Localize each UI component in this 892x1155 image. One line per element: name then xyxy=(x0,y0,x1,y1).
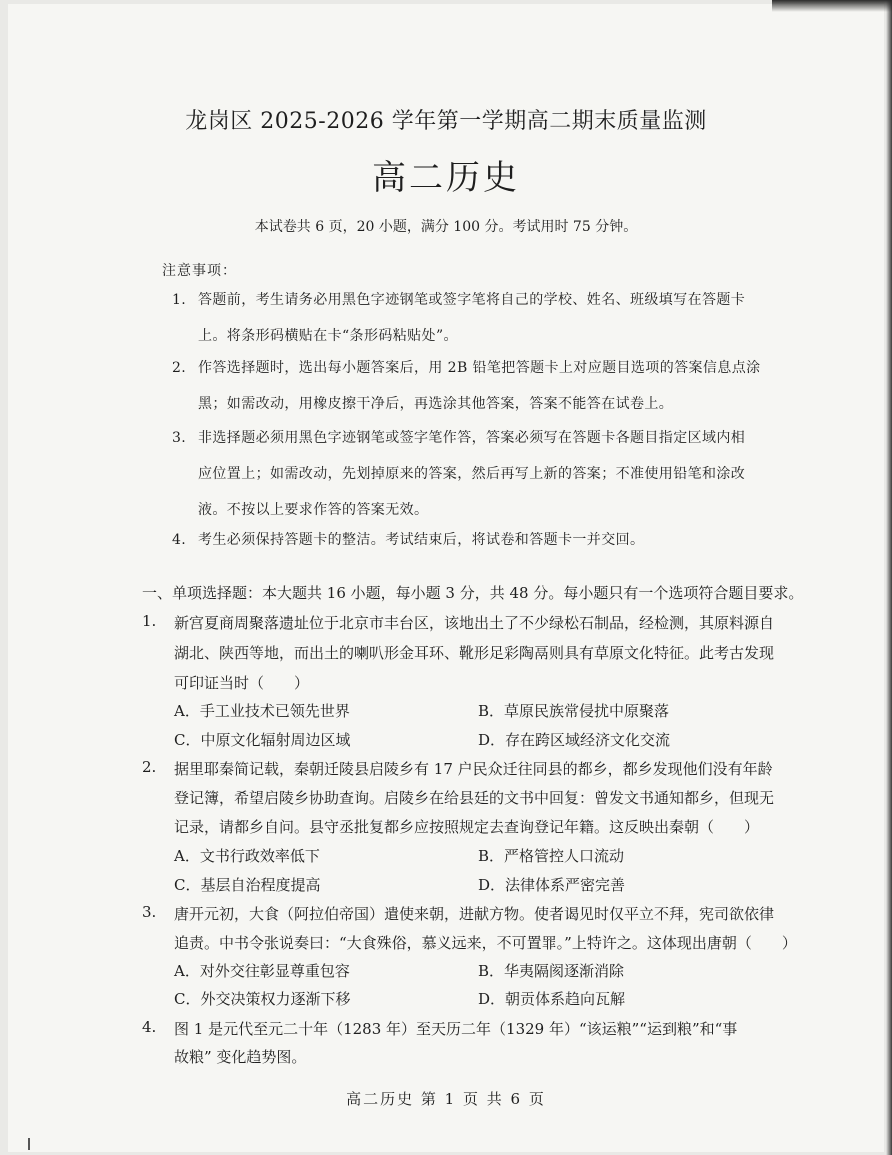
note-number: 3. xyxy=(172,430,187,446)
question-number: 3. xyxy=(142,903,157,921)
question-number: 1. xyxy=(142,612,157,630)
note-text-cont: 应位置上；如需改动，先划掉原来的答案，然后再写上新的答案；不准使用铅笔和涂改 xyxy=(198,466,746,482)
exam-main-heading: 龙岗区 2025-2026 学年第一学期高二期末质量监测 xyxy=(185,109,707,134)
option-d: D．法律体系严密完善 xyxy=(478,876,626,894)
question-text: 故粮” 变化趋势图。 xyxy=(174,1048,307,1066)
question-number: 2. xyxy=(142,758,157,776)
note-text: 答题前，考生请务必用黑色字迹钢笔或签字笔将自己的学校、姓名、班级填写在答题卡 xyxy=(198,292,746,308)
question-text: 新宫夏商周聚落遗址位于北京市丰台区，该地出土了不少绿松石制品，经检测，其原料源自 xyxy=(174,614,775,632)
option-c: C．中原文化辐射周边区域 xyxy=(174,731,351,749)
note-text-cont: 液。不按以上要求作答的答案无效。 xyxy=(198,502,429,518)
section-heading: 一、单项选择题：本大题共 16 小题，每小题 3 分，共 48 分。每小题只有一个选项符合题目要求。 xyxy=(142,584,804,602)
option-c: C．外交决策权力逐渐下移 xyxy=(174,990,351,1008)
note-number: 4. xyxy=(172,532,187,548)
note-text: 作答选择题时，选出每小题答案后，用 2B 铅笔把答题卡上对应题目选项的答案信息点涂 xyxy=(198,360,761,376)
question-text: 湖北、陕西等地，而出土的喇叭形金耳环、靴形足彩陶鬲则具有草原文化特征。此考古发现 xyxy=(174,644,775,662)
question-text: 据里耶秦简记载，秦朝迁陵县启陵乡有 17 户民众迁往同县的都乡，都乡发现他们没有年龄 xyxy=(174,760,773,778)
scan-corner-shadow xyxy=(772,0,892,12)
note-item xyxy=(172,522,792,558)
note-item xyxy=(172,350,792,422)
note-text: 考生必须保持答题卡的整洁。考试结束后，将试卷和答题卡一并交回。 xyxy=(198,532,645,548)
note-text: 非选择题必须用黑色字迹钢笔或签字笔作答，答案必须写在答题卡各题目指定区域内相 xyxy=(198,430,746,446)
question-text: 可印证当时（ ） xyxy=(174,674,310,692)
scan-mark xyxy=(28,1138,30,1150)
note-number: 2. xyxy=(172,360,187,376)
question-text: 图 1 是元代至元二十年（1283 年）至天历二年（1329 年）“该运粮”“运到粮”和“事 xyxy=(174,1020,738,1038)
option-d: D．朝贡体系趋向瓦解 xyxy=(478,990,626,1008)
option-b: B．华夷隔阂逐渐消除 xyxy=(478,962,625,980)
exam-info-line: 本试卷共 6 页，20 小题，满分 100 分。考试用时 75 分钟。 xyxy=(254,219,638,235)
option-b: B．严格管控人口流动 xyxy=(478,847,625,865)
note-number: 1. xyxy=(172,292,187,308)
question-text: 登记簿，希望启陵乡协助查询。启陵乡在给县廷的文书中回复：曾发文书通知都乡，但现无 xyxy=(174,789,775,807)
option-d: D．存在跨区域经济文化交流 xyxy=(478,731,671,749)
question-text: 追责。中书令张说奏曰：“大食殊俗，慕义远来，不可置罪。”上特许之。这体现出唐朝（ ） xyxy=(174,934,797,952)
question-text: 唐开元初，大食（阿拉伯帝国）遣使来朝，进献方物。使者谒见时仅平立不拜，宪司欲依律 xyxy=(174,905,775,923)
subject-title: 高二历史 xyxy=(372,158,520,198)
note-text-cont: 黑；如需改动，用橡皮擦干净后，再选涂其他答案，答案不能答在试卷上。 xyxy=(198,396,674,412)
option-c: C．基层自治程度提高 xyxy=(174,876,321,894)
note-item xyxy=(172,420,792,528)
note-text-cont: 上。将条形码横贴在卡“条形码粘贴处”。 xyxy=(198,328,458,344)
question-text: 记录，请都乡自问。县守丞批复都乡应按照规定去查询登记年籍。这反映出秦朝（ ） xyxy=(174,818,760,836)
question-number: 4. xyxy=(142,1018,157,1036)
page-footer: 高二历史 第 1 页 共 6 页 xyxy=(346,1090,546,1108)
notes-title: 注意事项： xyxy=(162,263,237,279)
note-item xyxy=(172,282,792,354)
option-a: A．手工业技术已领先世界 xyxy=(174,702,350,720)
option-a: A．对外交往彰显尊重包容 xyxy=(174,962,350,980)
option-b: B．草原民族常侵扰中原聚落 xyxy=(478,702,670,720)
option-a: A．文书行政效率低下 xyxy=(174,847,320,865)
